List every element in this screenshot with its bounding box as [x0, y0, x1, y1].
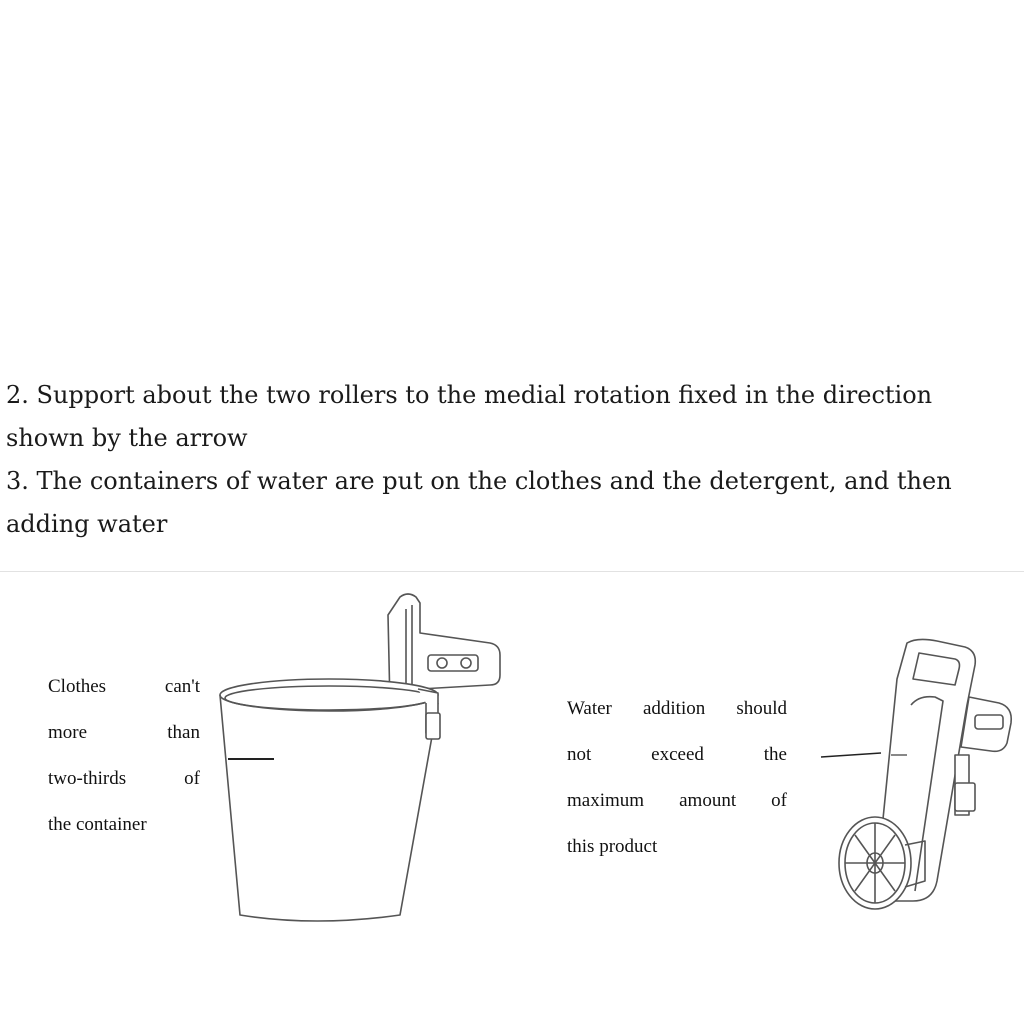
- section-divider: [0, 571, 1024, 572]
- instruction-step-2: 2. Support about the two rollers to the medial rotation fixed in the direction shown by the arrow: [6, 381, 933, 452]
- left-caption-line: more than: [48, 722, 200, 743]
- right-caption-line: maximum amount of: [567, 790, 787, 811]
- right-caption-line: not exceed the: [567, 744, 787, 765]
- washer-illustration: [815, 635, 1024, 925]
- left-caption-line: the container: [48, 814, 147, 835]
- bucket-illustration: [210, 585, 520, 935]
- instruction-step-3: 3. The containers of water are put on the clothes and the detergent, and then adding water: [6, 467, 952, 538]
- instructions: [6, 374, 1016, 546]
- left-caption: [48, 664, 200, 848]
- right-caption-line: Water addition should: [567, 698, 787, 719]
- left-caption-line: Clothes can't: [48, 676, 200, 697]
- right-caption-line: this product: [567, 836, 658, 857]
- left-caption-line: two-thirds of: [48, 768, 200, 789]
- right-caption: [567, 686, 787, 870]
